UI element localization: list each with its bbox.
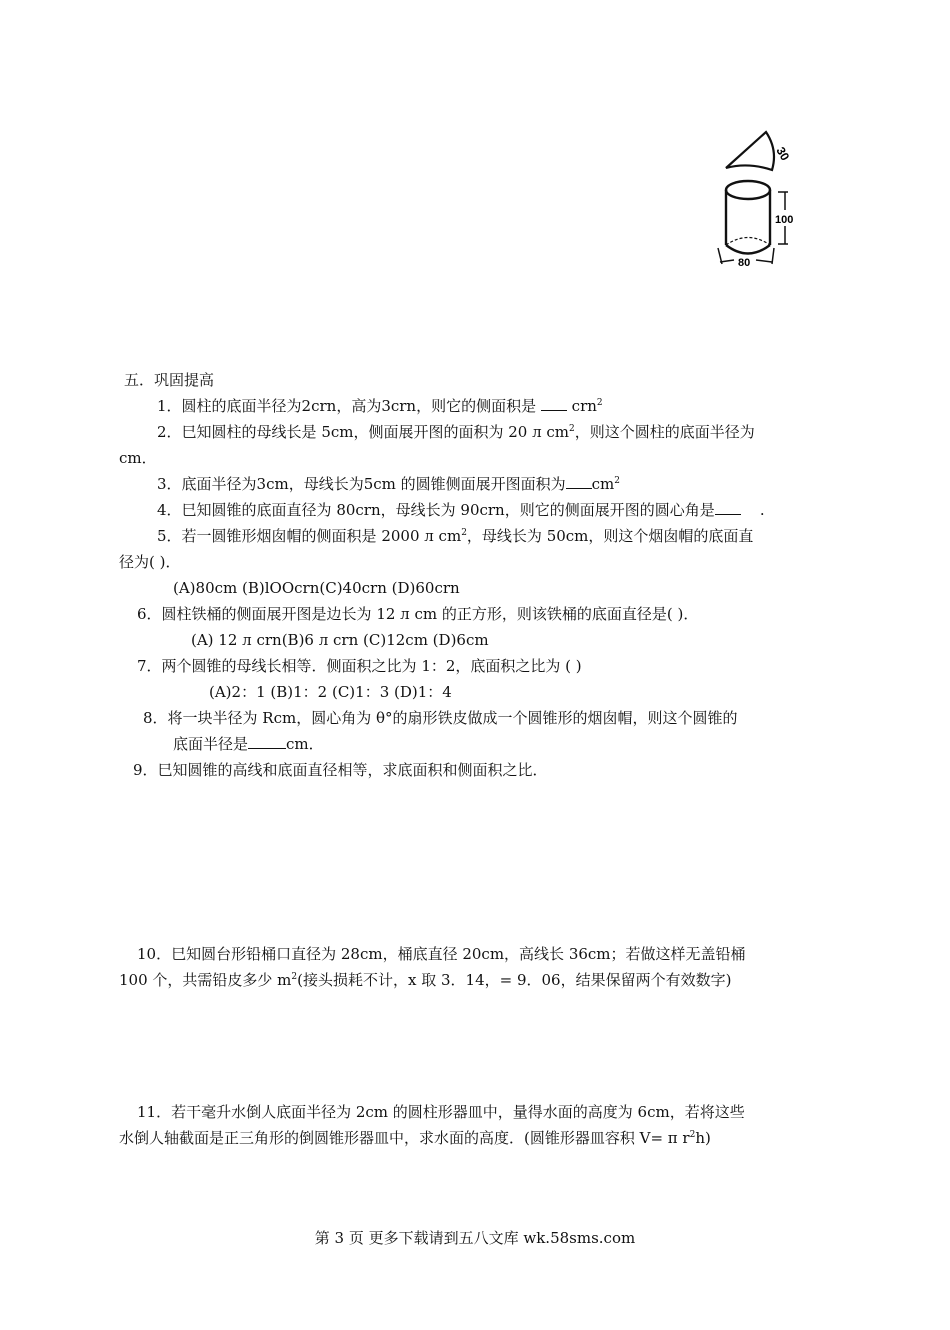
question-11: 11．若干毫升水倒人底面半径为 2cm 的圆柱形器皿中，量得水面的高度为 6cm，若将这些 bbox=[137, 1103, 745, 1121]
question-7: 7．两个圆锥的母线长相等．侧面积之比为 1：2，底面积之比为 ( ) bbox=[137, 657, 582, 675]
question-4-text: 4．巳知圆锥的底面直径为 80crn，母线长为 90crn，则它的侧面展开图的圆心角是 bbox=[157, 501, 715, 519]
question-8: 8．将一块半径为 Rcm，圆心角为 θ°的扇形铁皮做成一个圆锥形的烟囱帽，则这个圆锥的 bbox=[143, 709, 738, 727]
question-3 bbox=[157, 474, 620, 494]
question-2-cont: cm． bbox=[119, 449, 157, 467]
question-5-options: (A)80cm (B)lOOcrn(C)40crn (D)60crn bbox=[173, 579, 460, 597]
question-6: 6．圆柱铁桶的侧面展开图是边长为 12 л cm 的正方形，则该铁桶的底面直径是( )． bbox=[137, 605, 699, 623]
base-label: 80 bbox=[738, 257, 751, 269]
page-footer: 第 3 页 更多下载请到五八文库 wk.58sms.com bbox=[314, 1229, 636, 1247]
question-10-cont-text: 100 个，共需铅皮多少 m bbox=[119, 971, 292, 989]
question-11-cont-tail: h) bbox=[695, 1129, 711, 1147]
question-10-cont-tail: (接头损耗不计，x 取 3．14，= 9．06，结果保留两个有效数字) bbox=[297, 971, 732, 989]
question-2-sup: 2 bbox=[569, 424, 575, 434]
question-5-sup: 2 bbox=[461, 528, 467, 538]
sector-shape bbox=[726, 132, 774, 170]
question-7-options: (A)2：1 (B)1：2 (C)1：3 (D)1：4 bbox=[209, 683, 452, 701]
question-6-options: (A) 12 л crn(B)6 л crn (C)12cm (D)6cm bbox=[191, 631, 489, 649]
question-5-text: 5．若一圆锥形烟囱帽的侧面积是 2000 л cm bbox=[157, 527, 462, 545]
question-2-text: 2．巳知圆柱的母线长是 5cm，侧面展开图的面积为 20 л cm bbox=[157, 423, 570, 441]
question-11-sup: 2 bbox=[689, 1130, 696, 1140]
question-11-cont bbox=[119, 1128, 711, 1148]
cylinder-top bbox=[726, 181, 770, 199]
sector-label: 30 bbox=[773, 144, 793, 164]
question-9: 9．巳知圆锥的高线和底面直径相等，求底面积和侧面积之比． bbox=[133, 761, 548, 779]
question-8-cont-text: 底面半径是 bbox=[173, 735, 249, 753]
question-5 bbox=[157, 526, 753, 546]
question-5-tail: ，母线长为 50cm，则这个烟囱帽的底面直 bbox=[466, 527, 754, 545]
height-label: 100 bbox=[775, 214, 794, 226]
question-3-unit: cm bbox=[591, 475, 615, 493]
question-8-cont bbox=[173, 734, 324, 754]
question-10: 10．巳知圆台形铅桶口直径为 28cm，桶底直径 20cm，高线长 36cm；若做这样无盖铅桶 bbox=[137, 945, 746, 963]
question-3-sup: 2 bbox=[614, 476, 621, 486]
question-1-unit: crn bbox=[571, 397, 597, 415]
section-title: 五．巩固提高 bbox=[124, 371, 215, 389]
cone-cylinder-figure bbox=[712, 130, 812, 280]
question-10-cont bbox=[119, 970, 731, 990]
question-2-tail: ，则这个圆柱的底面半径为 bbox=[574, 423, 755, 441]
question-4-tail: . bbox=[759, 501, 765, 519]
question-1-sup: 2 bbox=[596, 398, 603, 408]
question-5-cont: 径为( )． bbox=[119, 553, 181, 571]
question-2 bbox=[157, 422, 755, 442]
question-11-cont-text: 水倒人轴截面是正三角形的倒圆锥形器皿中，求水面的高度．(圆锥形器皿容积 V= π r bbox=[119, 1129, 690, 1147]
question-1 bbox=[157, 396, 603, 416]
question-8-unit: cm． bbox=[286, 735, 324, 753]
question-3-text: 3．底面半径为3cm，母线长为5cm 的圆锥侧面展开图面积为 bbox=[157, 475, 566, 493]
question-4 bbox=[157, 500, 765, 520]
question-1-text: 1．圆柱的底面半径为2crn，高为3crn，则它的侧面积是 bbox=[157, 397, 537, 415]
question-10-sup: 2 bbox=[291, 972, 298, 982]
